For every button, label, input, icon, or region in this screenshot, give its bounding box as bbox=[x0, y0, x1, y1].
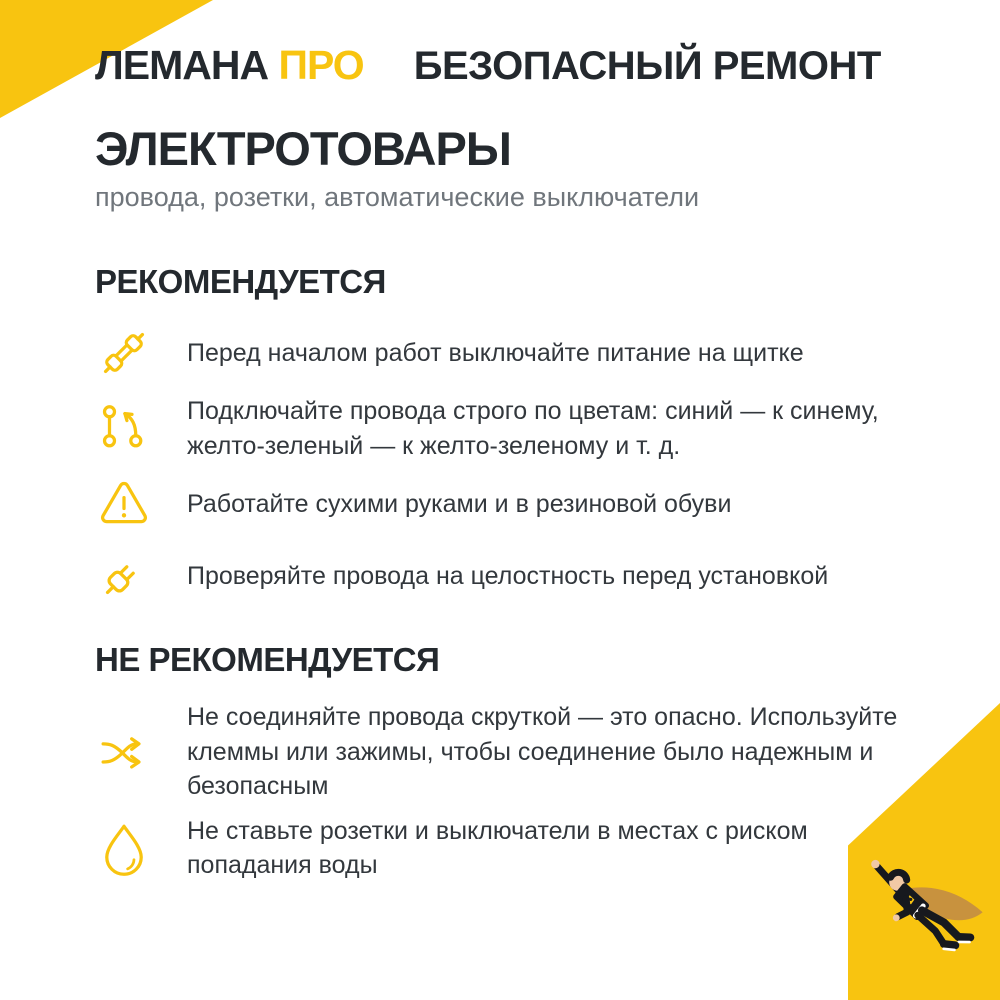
list-item bbox=[95, 322, 920, 384]
item-text: Не соединяйте провода скруткой — это опасно. Используйте клеммы или зажимы, чтобы соединение было надежным и безопасным bbox=[187, 703, 898, 800]
power-plug-icon bbox=[95, 547, 187, 605]
brand-logo bbox=[95, 42, 364, 89]
unplugged-connectors-icon bbox=[95, 324, 187, 382]
item-text: Работайте сухими руками и в резиновой обуви bbox=[187, 489, 732, 518]
list-item bbox=[95, 473, 920, 535]
section-title-recommended: РЕКОМЕНДУЕТСЯ bbox=[95, 263, 386, 300]
brand-logo-primary: ЛЕМАНА bbox=[95, 42, 269, 88]
wire-colors-branch-icon bbox=[95, 400, 187, 458]
document-title: БЕЗОПАСНЫЙ РЕМОНТ bbox=[413, 44, 881, 88]
page-subtitle: провода, розетки, автоматические выключатели bbox=[95, 182, 700, 212]
list-item bbox=[95, 814, 920, 883]
brand-logo-accent: ПРО bbox=[278, 42, 364, 88]
list-item bbox=[95, 545, 920, 607]
header bbox=[95, 0, 920, 89]
page-title: ЭЛЕКТРОТОВАРЫ bbox=[95, 122, 511, 175]
list-item bbox=[95, 700, 920, 804]
item-text: Перед началом работ выключайте питание на щитке bbox=[187, 338, 804, 367]
water-drop-icon bbox=[95, 819, 187, 877]
list-item bbox=[95, 394, 920, 463]
item-text: Не ставьте розетки и выключатели в местах с риском попадания воды bbox=[187, 816, 808, 879]
item-text: Подключайте провода строго по цветам: синий — к синему, желто-зеленый — к желто-зеленому и т. д. bbox=[187, 397, 879, 460]
mascot-illustration bbox=[845, 852, 995, 972]
warning-triangle-icon bbox=[95, 475, 187, 533]
section-title-not-recommended: НЕ РЕКОМЕНДУЕТСЯ bbox=[95, 641, 440, 678]
recommended-items bbox=[95, 322, 920, 607]
crossed-wires-shuffle-icon bbox=[95, 723, 187, 781]
item-text: Проверяйте провода на целостность перед установкой bbox=[187, 561, 829, 590]
not-recommended-items bbox=[95, 700, 920, 883]
